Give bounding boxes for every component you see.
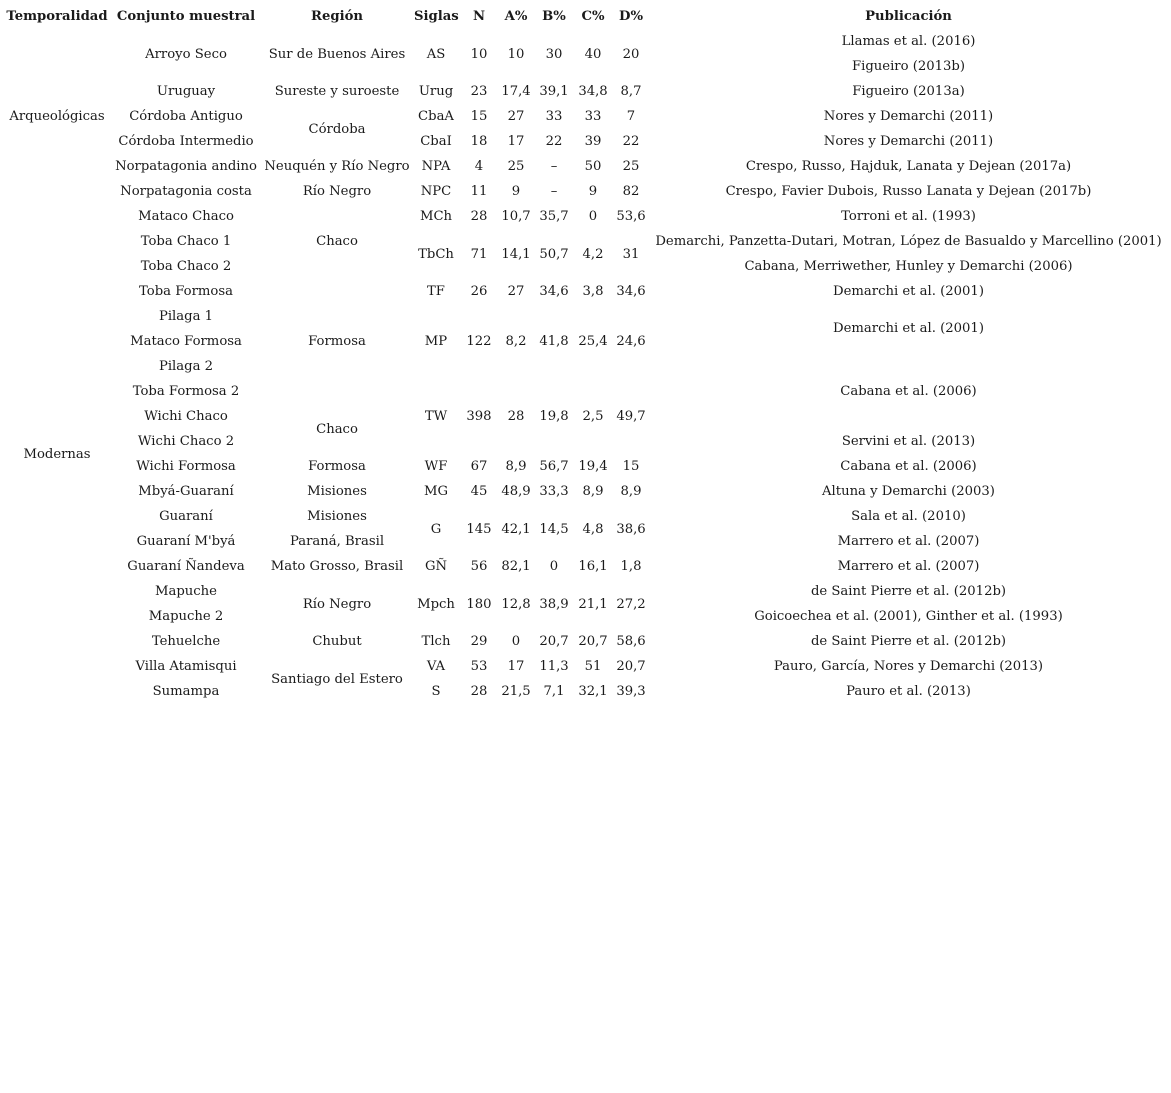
- siglas-cell: MCh: [419, 209, 453, 224]
- n-cell: 180: [466, 596, 492, 612]
- publicacion-cell: Demarchi, Panzetta-Dutari, Motran, López de Basualdo y Marcellino (2001): [655, 234, 1162, 249]
- region-cell: Formosa: [308, 459, 366, 474]
- d-cell: 15: [622, 459, 640, 474]
- conjunto-cell: Wichi Chaco: [144, 409, 228, 424]
- c-cell: 51: [584, 659, 602, 674]
- conjunto-cell: Norpatagonia costa: [120, 184, 252, 199]
- b-cell: [534, 379, 574, 404]
- conjunto-cell: Mapuche: [155, 584, 217, 599]
- conjunto-cell: Córdoba Antiguo: [129, 109, 243, 124]
- header-d: D%: [619, 9, 643, 24]
- publicacion-cell: Demarchi et al. (2001): [833, 284, 984, 299]
- table-row: [4, 554, 1167, 579]
- temporalidad-cell: Modernas: [23, 446, 91, 462]
- d-cell: 49,7: [616, 409, 646, 424]
- table-row: [4, 104, 1167, 129]
- c-cell: 9: [588, 184, 598, 199]
- conjunto-cell: Wichi Chaco 2: [137, 434, 235, 449]
- siglas-cell: VA: [426, 659, 446, 674]
- region-cell: Paraná, Brasil: [289, 534, 385, 549]
- n-cell: 15: [470, 109, 488, 124]
- table-row: [4, 204, 1167, 229]
- a-cell: 27: [507, 284, 525, 299]
- c-cell: [574, 429, 612, 454]
- c-cell: 0: [588, 209, 598, 224]
- a-cell: 48,9: [501, 484, 531, 499]
- table-row: [4, 504, 1167, 529]
- conjunto-cell: Tehuelche: [151, 634, 221, 649]
- c-cell: 40: [584, 46, 602, 62]
- d-cell: 8,7: [620, 84, 642, 99]
- conjunto-cell: Mataco Formosa: [130, 334, 242, 349]
- siglas-cell: TbCh: [418, 246, 454, 262]
- c-cell: 21,1: [578, 596, 608, 612]
- region-cell: Neuquén y Río Negro: [264, 159, 410, 174]
- d-cell: 82: [622, 184, 640, 199]
- siglas-cell: NPA: [421, 159, 451, 174]
- b-cell: 22: [545, 134, 563, 149]
- n-cell: 45: [470, 484, 488, 499]
- publicacion-cell: Sala et al. (2010): [851, 509, 966, 524]
- temporalidad-cell: Arqueológicas: [9, 109, 105, 124]
- conjunto-cell: Pilaga 2: [158, 359, 214, 374]
- conjunto-cell: Pilaga 1: [158, 309, 214, 324]
- b-cell: 30: [545, 46, 563, 62]
- region-cell: Río Negro: [302, 596, 372, 612]
- a-cell: 82,1: [501, 559, 531, 574]
- c-cell: 25,4: [578, 334, 608, 349]
- table-row: [4, 279, 1167, 304]
- n-cell: 11: [470, 184, 488, 199]
- publicacion-cell: Demarchi et al. (2001): [833, 321, 984, 336]
- conjunto-cell: Mapuche 2: [148, 609, 224, 624]
- d-cell: 39,3: [616, 684, 646, 699]
- header-row: [4, 4, 1167, 29]
- n-cell: 29: [470, 634, 488, 649]
- c-cell: 8,9: [582, 484, 604, 499]
- siglas-cell: TW: [424, 409, 448, 424]
- table-row: [4, 579, 1167, 604]
- n-cell: 28: [470, 209, 488, 224]
- d-cell: 24,6: [616, 334, 646, 349]
- conjunto-cell: Toba Formosa: [139, 284, 233, 299]
- c-cell: 50: [584, 159, 602, 174]
- a-cell: 25: [507, 159, 525, 174]
- publicacion-cell: Goicoechea et al. (2001), Ginther et al. (1993): [754, 609, 1063, 624]
- siglas-cell: Tlch: [421, 634, 451, 649]
- a-cell: 21,5: [501, 684, 531, 699]
- b-cell: 7,1: [543, 684, 565, 699]
- a-cell: 0: [511, 634, 521, 649]
- b-cell: 14,5: [539, 521, 569, 537]
- region-cell: Misiones: [307, 484, 367, 499]
- header-siglas: Siglas: [414, 9, 459, 24]
- region-cell: Chaco: [316, 421, 358, 437]
- publicacion-cell: Pauro et al. (2013): [846, 684, 971, 699]
- publicacion-cell: de Saint Pierre et al. (2012b): [810, 634, 1007, 649]
- publicacion-line: Figueiro (2013b): [851, 59, 966, 74]
- header-c: C%: [581, 9, 605, 24]
- table-row: [4, 479, 1167, 504]
- c-cell: 3,8: [582, 284, 604, 299]
- publicacion-cell: Altuna y Demarchi (2003): [822, 484, 995, 499]
- conjunto-cell: Toba Chaco 1: [140, 234, 232, 249]
- d-cell: 25: [622, 159, 640, 174]
- a-cell: 17: [507, 659, 525, 674]
- header-temporalidad: Temporalidad: [6, 9, 108, 24]
- d-cell: 1,8: [620, 559, 642, 574]
- table-row: [4, 454, 1167, 479]
- siglas-cell: WF: [424, 459, 448, 474]
- b-cell: 35,7: [539, 209, 569, 224]
- b-cell: 33,3: [539, 484, 569, 499]
- conjunto-cell: Guaraní: [159, 509, 213, 524]
- b-cell: [534, 429, 574, 454]
- d-cell: 20,7: [616, 659, 646, 674]
- d-cell: 31: [622, 246, 640, 262]
- publicacion-cell: Nores y Demarchi (2011): [823, 109, 994, 124]
- a-cell: 14,1: [501, 246, 531, 262]
- siglas-cell: CbaI: [420, 134, 452, 149]
- a-cell: 42,1: [501, 521, 531, 537]
- d-cell: 20: [622, 46, 640, 62]
- region-cell: Sur de Buenos Aires: [268, 46, 406, 62]
- b-cell: 20,7: [539, 634, 569, 649]
- header-conjunto: Conjunto muestral: [116, 9, 256, 24]
- b-cell: 50,7: [539, 246, 569, 262]
- n-cell: 10: [470, 46, 488, 62]
- c-cell: 2,5: [582, 409, 604, 424]
- header-b: B%: [542, 9, 566, 24]
- conjunto-cell: Mbyá-Guaraní: [138, 484, 234, 499]
- b-cell: –: [550, 159, 558, 174]
- region-cell: Río Negro: [302, 184, 372, 199]
- a-cell: 8,2: [505, 334, 527, 349]
- region-cell: Mato Grosso, Brasil: [270, 559, 404, 574]
- d-cell: 8,9: [620, 484, 642, 499]
- a-cell: 17,4: [501, 84, 531, 99]
- c-cell: 19,4: [578, 459, 608, 474]
- publicacion-cell: de Saint Pierre et al. (2012b): [810, 584, 1007, 599]
- a-cell: 10: [507, 46, 525, 62]
- n-cell: 398: [466, 409, 492, 424]
- d-cell: 38,6: [616, 521, 646, 537]
- c-cell: 33: [584, 109, 602, 124]
- n-cell: 67: [470, 459, 488, 474]
- header-a: A%: [504, 9, 528, 24]
- header-region: Región: [311, 9, 363, 24]
- header-n: N: [472, 9, 486, 24]
- c-cell: 20,7: [578, 634, 608, 649]
- table-row: [4, 679, 1167, 704]
- b-cell: 38,9: [539, 596, 569, 612]
- siglas-cell: CbaA: [418, 109, 454, 124]
- publicacion-cell: Crespo, Favier Dubois, Russo Lanata y Dejean (2017b): [725, 184, 1092, 199]
- table-row: [4, 654, 1167, 679]
- n-cell: 23: [470, 84, 488, 99]
- b-cell: 34,6: [539, 284, 569, 299]
- conjunto-cell: Guaraní M'byá: [136, 534, 236, 549]
- siglas-cell: GÑ: [424, 559, 448, 574]
- conjunto-cell: Mataco Chaco: [138, 209, 234, 224]
- region-cell: Santiago del Estero: [271, 671, 403, 687]
- region-cell: Chaco: [316, 234, 358, 249]
- region-cell: Córdoba: [308, 121, 366, 137]
- b-cell: –: [550, 184, 558, 199]
- siglas-cell: MG: [423, 484, 449, 499]
- data-table-page: [4, 4, 1167, 704]
- publicacion-cell: Servini et al. (2013): [841, 434, 976, 449]
- publicacion-cell: Crespo, Russo, Hajduk, Lanata y Dejean (2017a): [745, 159, 1072, 174]
- d-cell: 34,6: [616, 284, 646, 299]
- table-row: [4, 179, 1167, 204]
- conjunto-cell: Sumampa: [152, 684, 220, 699]
- c-cell: [574, 379, 612, 404]
- n-cell: 71: [470, 246, 488, 262]
- c-cell: 34,8: [578, 84, 608, 99]
- table-row: [4, 429, 1167, 454]
- d-cell: 7: [626, 109, 636, 124]
- publicacion-cell: Cabana et al. (2006): [840, 384, 977, 399]
- b-cell: 11,3: [539, 659, 569, 674]
- table-row: [4, 29, 1167, 79]
- a-cell: 27: [507, 109, 525, 124]
- a-cell: [498, 429, 534, 454]
- siglas-cell: NPC: [420, 184, 452, 199]
- a-cell: 12,8: [501, 596, 531, 612]
- a-cell: 10,7: [501, 209, 531, 224]
- c-cell: 4,8: [582, 521, 604, 537]
- siglas-cell: AS: [426, 46, 446, 62]
- publicacion-cell: [650, 29, 1167, 79]
- n-cell: 26: [470, 284, 488, 299]
- siglas-cell: G: [430, 521, 442, 537]
- b-cell: 19,8: [539, 409, 569, 424]
- region-cell: Formosa: [308, 334, 366, 349]
- n-cell: 18: [470, 134, 488, 149]
- n-cell: 4: [474, 159, 484, 174]
- a-cell: 8,9: [505, 459, 527, 474]
- conjunto-cell: Arroyo Seco: [145, 46, 227, 62]
- siglas-cell: Mpch: [417, 596, 455, 612]
- conjunto-cell: Uruguay: [156, 84, 216, 99]
- siglas-cell: [412, 379, 460, 404]
- table-row: [4, 154, 1167, 179]
- region-cell: Sureste y suroeste: [274, 84, 400, 99]
- haplogroup-table: [4, 4, 1167, 704]
- a-cell: 9: [511, 184, 521, 199]
- table-row: [4, 304, 1167, 329]
- conjunto-cell: Toba Chaco 2: [140, 259, 232, 274]
- conjunto-cell: Toba Formosa 2: [132, 384, 240, 399]
- siglas-cell: MP: [424, 334, 448, 349]
- a-cell: 17: [507, 134, 525, 149]
- b-cell: 41,8: [539, 334, 569, 349]
- d-cell: 58,6: [616, 634, 646, 649]
- publicacion-cell: Nores y Demarchi (2011): [823, 134, 994, 149]
- region-cell: Chubut: [312, 634, 362, 649]
- n-cell: 122: [466, 334, 492, 349]
- table-row: [4, 229, 1167, 254]
- d-cell: 53,6: [616, 209, 646, 224]
- siglas-cell: Urug: [418, 84, 454, 99]
- region-cell: Misiones: [307, 509, 367, 524]
- b-cell: 56,7: [539, 459, 569, 474]
- n-cell: 28: [470, 684, 488, 699]
- b-cell: 0: [549, 559, 559, 574]
- header-publicacion: Publicación: [865, 9, 952, 24]
- conjunto-cell: Córdoba Intermedio: [118, 134, 254, 149]
- conjunto-cell: Norpatagonia andino: [115, 159, 257, 174]
- conjunto-cell: Guaraní Ñandeva: [127, 559, 245, 574]
- siglas-cell: TF: [427, 284, 445, 299]
- publicacion-cell: Torroni et al. (1993): [841, 209, 976, 224]
- c-cell: 32,1: [578, 684, 608, 699]
- conjunto-cell: Villa Atamisqui: [135, 659, 237, 674]
- publicacion-cell: Pauro, García, Nores y Demarchi (2013): [773, 659, 1044, 674]
- d-cell: [612, 379, 650, 404]
- publicacion-line: Llamas et al. (2016): [841, 34, 976, 49]
- b-cell: 39,1: [539, 84, 569, 99]
- d-cell: 22: [622, 134, 640, 149]
- n-cell: 53: [470, 659, 488, 674]
- n-cell: 145: [466, 521, 492, 537]
- table-row: [4, 129, 1167, 154]
- siglas-cell: S: [431, 684, 441, 699]
- a-cell: 28: [507, 409, 525, 424]
- n-cell: [460, 379, 498, 404]
- b-cell: 33: [545, 109, 563, 124]
- publicacion-cell: Cabana, Merriwether, Hunley y Demarchi (2006): [744, 259, 1073, 274]
- c-cell: 39: [584, 134, 602, 149]
- d-cell: 27,2: [616, 596, 646, 612]
- siglas-cell: [412, 429, 460, 454]
- c-cell: 4,2: [582, 246, 604, 262]
- a-cell: [498, 379, 534, 404]
- c-cell: 16,1: [578, 559, 608, 574]
- publicacion-cell: Marrero et al. (2007): [837, 559, 980, 574]
- table-row: [4, 79, 1167, 104]
- publicacion-cell: Marrero et al. (2007): [837, 534, 980, 549]
- table-row: [4, 629, 1167, 654]
- n-cell: [460, 429, 498, 454]
- d-cell: [612, 429, 650, 454]
- n-cell: 56: [470, 559, 488, 574]
- conjunto-cell: Wichi Formosa: [136, 459, 236, 474]
- publicacion-cell: Cabana et al. (2006): [840, 459, 977, 474]
- publicacion-cell: Figueiro (2013a): [852, 84, 965, 99]
